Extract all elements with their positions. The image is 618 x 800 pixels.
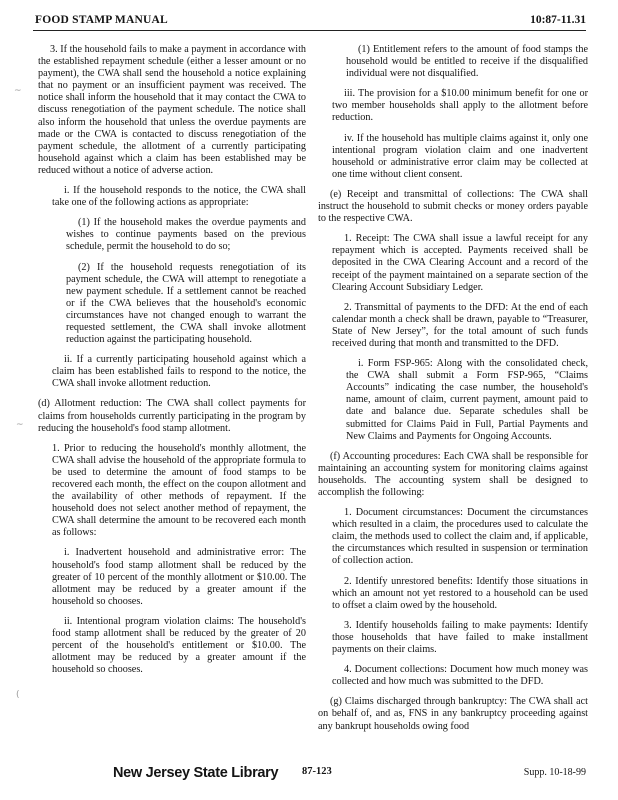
library-stamp: New Jersey State Library bbox=[113, 765, 279, 781]
paragraph: 2. Identify unrestored benefits: Identify those situations in which an amount not yet restored to a household can be used to offset a claim owed by the household. bbox=[332, 575, 588, 611]
paragraph: ii. Intentional program violation claims: The household's food stamp allotment shall be reduced by the greater of 20 percent of the household's entitlement or $10.00. The allotment may be reduced by a greater amount if the household so chooses. bbox=[52, 615, 306, 676]
margin-mark: ~ bbox=[16, 420, 24, 430]
paragraph: iv. If the household has multiple claims against it, only one intentional program violation claim and one inadvertent household or administrative error claim may be collected at one time without client consent. bbox=[332, 132, 588, 180]
running-header bbox=[33, 13, 586, 31]
paragraph: (1) Entitlement refers to the amount of food stamps the household would be entitled to receive if the disqualified individual were not disqualified. bbox=[346, 44, 588, 80]
right-column bbox=[318, 44, 588, 741]
page-footer bbox=[33, 763, 586, 785]
left-column bbox=[38, 44, 306, 684]
paragraph: 4. Document collections: Document how much money was collected and how much was submitted to the DFD. bbox=[332, 664, 588, 688]
paragraph: 1. Receipt: The CWA shall issue a lawful receipt for any repayment which is accepted. Payments received shall be deposited in the CWA Clearing Account and a record of the receipt of the payment maintained on a separate section of the Clearing Account Subsidiary Ledger. bbox=[332, 233, 588, 293]
paragraph: (d) Allotment reduction: The CWA shall collect payments for claims from households currently participating in the program by reducing the household's food stamp allotment. bbox=[38, 398, 306, 434]
section-number: 10:87-11.31 bbox=[530, 14, 586, 26]
supplement-date: Supp. 10-18-99 bbox=[523, 767, 586, 778]
paragraph: 1. Prior to reducing the household's monthly allotment, the CWA shall advise the household of the appropriate formula to be used to determine the amount of food stamps to be recovered each month, the effect on the coupon allotment and the availability of other methods of repayment. If the household does not select another method of repayment, the CWA shall determine the amount to be recovered each month as follows: bbox=[52, 442, 306, 539]
paragraph: 3. Identify households failing to make payments: Identify those households that have failed to make installment payments on their claims. bbox=[332, 619, 588, 656]
paragraph: (1) If the household makes the overdue payments and wishes to continue payments based on the previous schedule, permit the household to do so; bbox=[66, 217, 306, 253]
paragraph: i. If the household responds to the notice, the CWA shall take one of the following actions as appropriate: bbox=[52, 185, 306, 209]
paragraph: i. Form FSP-965: Along with the consolidated check, the CWA shall submit a Form FSP-965, “Claims Accounts” indicating the case number, the household's name, amount of claim, current payment, amount paid to date and balance due. Separate schedules shall be submitted for Claims Paid in Full, Partial Payments and New Claims and Payments for Ongoing Accounts. bbox=[346, 358, 588, 442]
paragraph: 3. If the household fails to make a payment in accordance with the established repayment schedule (either a lesser amount or no payment), the CWA shall send the household a notice explaining that no payment or an insufficient payment was received. The notice shall inform the household that it may contact the CWA to discuss renegotiation of the payment schedule. The notice shall also inform the household that unless the overdue payments are made or the CWA is contacted to discuss renegotiation of the payment schedule, the allotment of a currently participating household against which a claim has been established may be reduced without a notice of adverse action. bbox=[38, 44, 306, 176]
paragraph: iii. The provision for a $10.00 minimum benefit for one or two member households shall apply to the allotment before reduction. bbox=[332, 88, 588, 124]
paragraph: ii. If a currently participating household against which a claim has been established fails to respond to the notice, the CWA shall invoke allotment reduction. bbox=[52, 354, 306, 390]
paragraph: 2. Transmittal of payments to the DFD: At the end of each calendar month a check shall be drawn, payable to “Treasurer, State of New Jersey”, for the total amount of such funds received during that month and transmitted to the DFD. bbox=[332, 301, 588, 349]
paragraph: (g) Claims discharged through bankruptcy: The CWA shall act on behalf of, and as, FNS in any bankruptcy proceeding against any bankrupt households owing food bbox=[318, 696, 588, 732]
paragraph: (e) Receipt and transmittal of collections: The CWA shall instruct the household to submit checks or money orders payable to the respective CWA. bbox=[318, 188, 588, 225]
manual-title: FOOD STAMP MANUAL bbox=[35, 14, 168, 26]
margin-mark: ( bbox=[16, 690, 20, 700]
margin-mark: ~ bbox=[14, 86, 22, 96]
page-number: 87-123 bbox=[302, 766, 332, 777]
paragraph: i. Inadvertent household and administrative error: The household's food stamp allotment shall be reduced by the greater of 10 percent of the monthly allotment or $10.00. The allotment may be reduced by a greater amount if the household so chooses. bbox=[52, 547, 306, 607]
paragraph: (2) If the household requests renegotiation of its payment schedule, the CWA will attempt to renegotiate a new payment schedule. If a settlement cannot be reached or if the CWA believes that the household's economic circumstances have not changed enough to warrant the requested settlement, the CWA shall invoke allotment reduction against the participating household. bbox=[66, 261, 306, 346]
paragraph: (f) Accounting procedures: Each CWA shall be responsible for maintaining an accounting system for monitoring claims against households. The accounting system shall be designed to accomplish the following: bbox=[318, 450, 588, 498]
paragraph: 1. Document circumstances: Document the circumstances which resulted in a claim, the procedures used to calculate the claim, the methods used to collect the claim and, if applicable, the circumstances which resulted in suspension or termination of collection action. bbox=[332, 507, 588, 567]
